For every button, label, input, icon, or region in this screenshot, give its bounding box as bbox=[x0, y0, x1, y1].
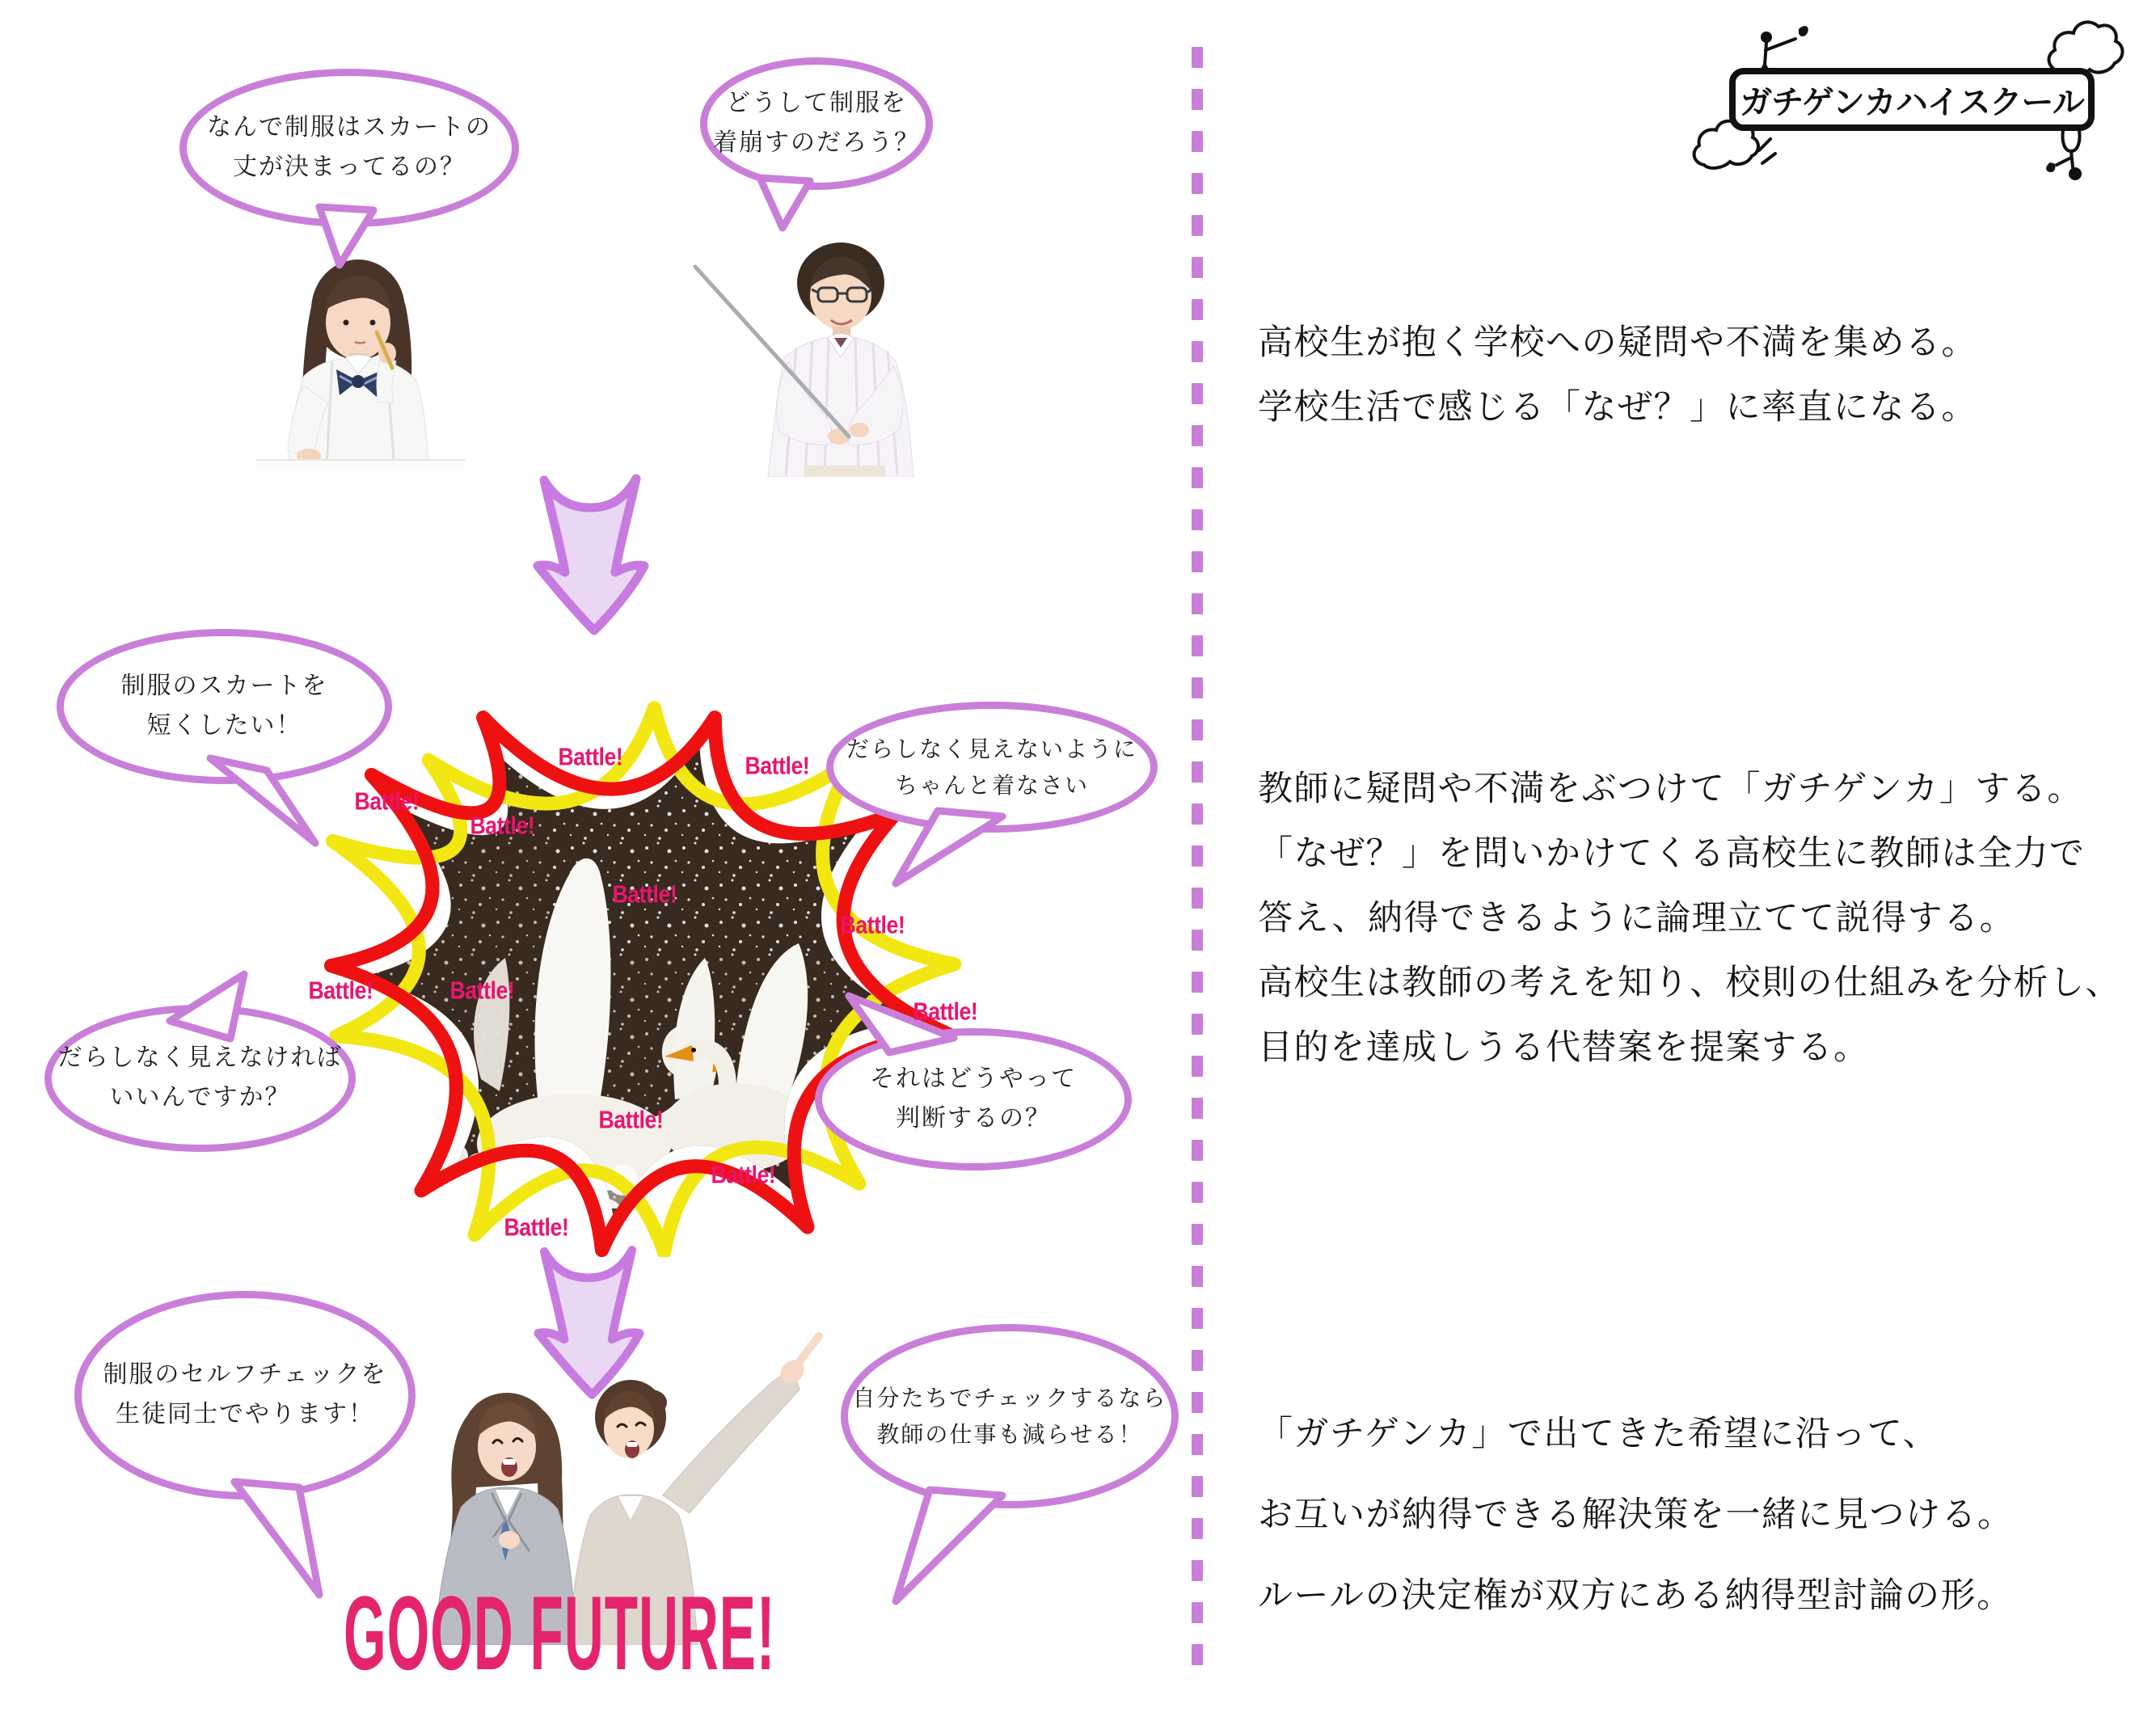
battle-label: Battle! bbox=[558, 744, 623, 771]
paragraph-solution: 「ガチゲンカ」で出てきた希望に沿って、 お互いが納得できる解決策を一緒に見つける。 ルールの決定権が双方にある納得型討論の形。 bbox=[1258, 1413, 2014, 1616]
battle-label: Battle! bbox=[598, 1107, 664, 1134]
bubble-tail bbox=[222, 1474, 331, 1599]
battle-label: Battle! bbox=[913, 998, 978, 1026]
student-thinking-photo bbox=[255, 247, 466, 469]
teacher-with-pointer-photo bbox=[647, 234, 938, 477]
down-arrow-icon bbox=[530, 469, 651, 639]
title-badge-label: ガチゲンカハイスクール bbox=[1740, 83, 2084, 120]
speech-bubble-wear-properly: だらしなく見えないように ちゃんと着なさい bbox=[826, 702, 1158, 833]
battle-label: Battle! bbox=[470, 812, 535, 840]
dashed-divider bbox=[1192, 47, 1203, 1675]
bubble-tail bbox=[154, 964, 259, 1045]
speech-bubble-why-sloppy: どうして制服を 着崩すのだろう？ bbox=[700, 57, 933, 190]
pointing-finger bbox=[798, 1336, 819, 1364]
title-badge bbox=[1729, 68, 2095, 131]
battle-label: Battle! bbox=[354, 788, 420, 816]
battle-label: Battle! bbox=[745, 753, 810, 780]
battle-label: Battle! bbox=[612, 881, 677, 909]
speech-bubble-is-it-ok: だらしなく見えなければ いいんですか？ bbox=[44, 1005, 356, 1152]
bubble-tail bbox=[885, 803, 1015, 888]
pointing-arm bbox=[663, 1369, 800, 1513]
battle-label: Battle! bbox=[308, 977, 373, 1005]
paragraph-gachigenka-battle: 教師に疑問や不満をぶつけて「ガチゲンカ」する。 「なぜ？」を問いかけてくる高校生に教師は全力で 答え、納得できるように論理立てて説得する。 高校生は教師の考えを知り、校則の仕組みを分析し、 目的を達成しうる代替案を提案する。 bbox=[1258, 768, 2121, 1068]
speech-bubble-how-judge: それはどうやって 判断するの？ bbox=[815, 1028, 1132, 1170]
speech-bubble-less-work: 自分たちでチェックするなら 教師の仕事も減らせる！ bbox=[841, 1324, 1179, 1508]
stick-figure-icon bbox=[1761, 32, 1772, 43]
battle-label: Battle! bbox=[711, 1162, 776, 1189]
bubble-tail bbox=[881, 1482, 1015, 1607]
speech-bubble-skirt-length: なんで制服はスカートの 丈が決まってるの？ bbox=[179, 69, 519, 227]
battle-label: Battle! bbox=[449, 977, 515, 1005]
bubble-tail bbox=[748, 171, 825, 230]
bubble-tail bbox=[307, 200, 388, 269]
speech-bubble-shorten-skirt: 制服のスカートを 短くしたい！ bbox=[57, 629, 392, 784]
bubble-tail bbox=[198, 750, 327, 851]
good-future-headline: GOOD FUTURE! bbox=[344, 1574, 776, 1692]
hanging-figure-icon bbox=[2062, 130, 2079, 151]
paragraph-collect-questions: 高校生が抱く学校への疑問や不満を集める。 学校生活で感じる「なぜ？」に率直になる。 bbox=[1258, 322, 1977, 428]
speech-bubble-self-check: 制服のセルフチェックを 生徒同士でやります！ bbox=[74, 1291, 416, 1499]
battle-label: Battle! bbox=[504, 1214, 569, 1242]
battle-label: Battle! bbox=[840, 912, 905, 939]
